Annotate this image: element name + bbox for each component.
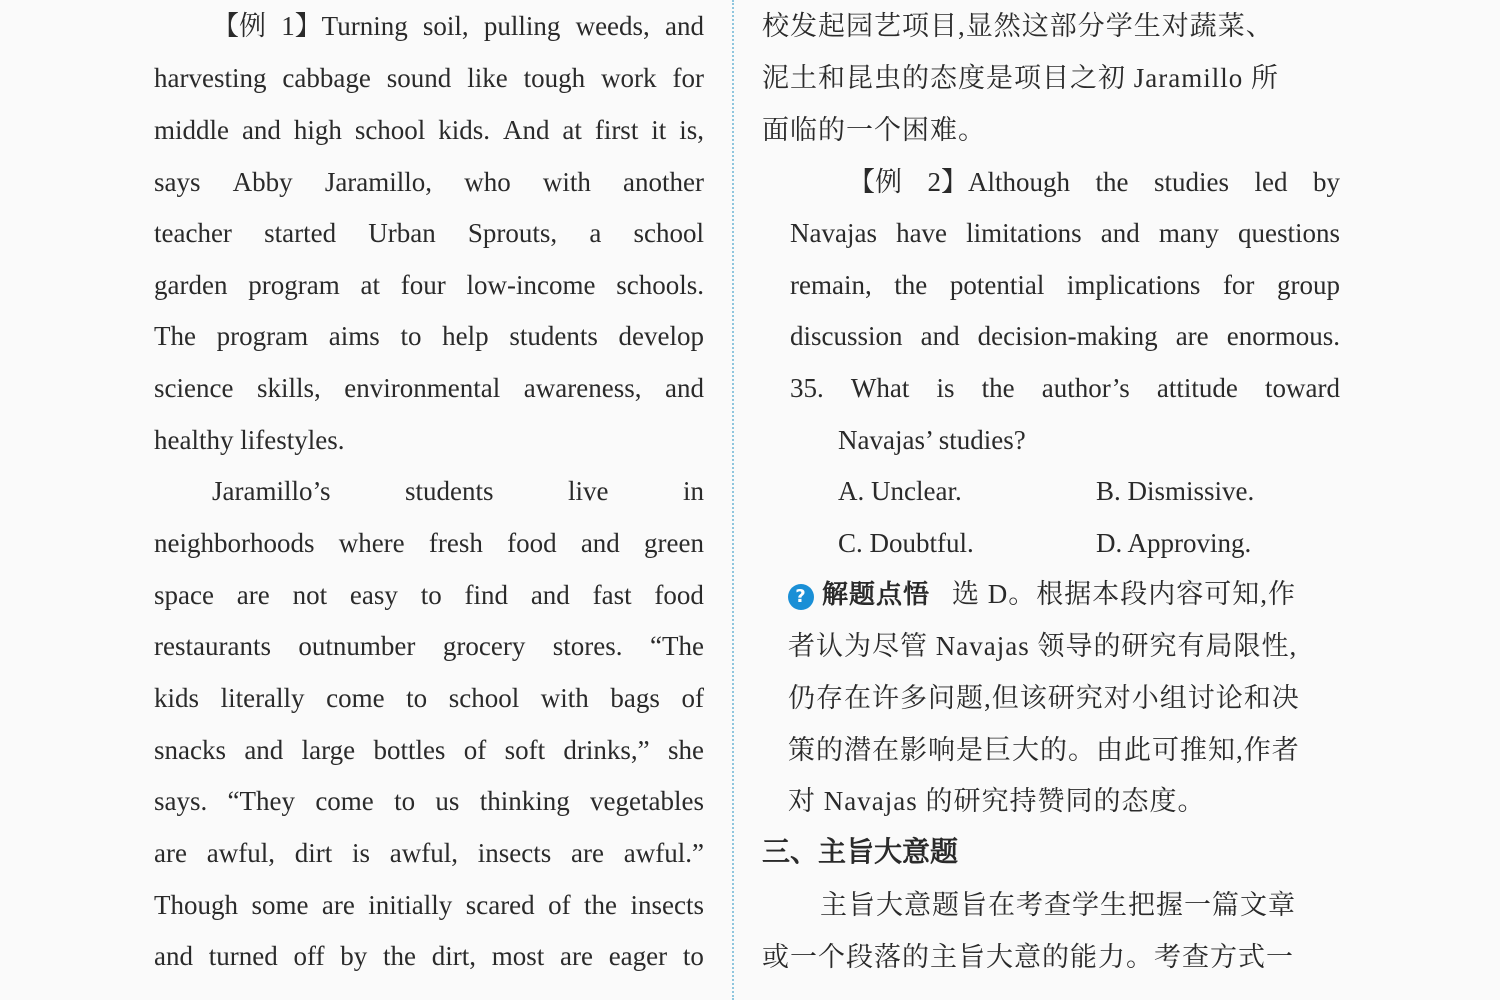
word: implications: [1066, 270, 1201, 300]
word: are: [154, 838, 187, 868]
word: of: [681, 683, 704, 713]
word: Jaramillo,: [324, 167, 433, 197]
word: of: [548, 890, 571, 920]
question-stem-continued: Navajas’ studies?: [838, 425, 1026, 455]
text-line-words: [154, 471, 704, 511]
text-line-words: [154, 213, 704, 253]
word: and: [920, 321, 960, 351]
word: discussion: [790, 321, 903, 351]
text-line: 面临的一个困难。: [762, 115, 986, 145]
word: are: [571, 838, 605, 868]
word: awful.”: [623, 838, 704, 868]
text-line-words: [154, 781, 704, 821]
word: drinks,”: [563, 735, 650, 765]
text-line-words: [154, 885, 704, 925]
word: many: [1158, 218, 1219, 248]
word: studies: [1153, 167, 1229, 197]
example-line: [790, 316, 1340, 356]
word: school: [448, 683, 520, 713]
word: group: [1276, 270, 1340, 300]
word: and: [244, 735, 284, 765]
analysis-line: 者认为尽管 Navajas 领导的研究有局限性,: [788, 631, 1298, 661]
word: author’s: [1041, 373, 1130, 403]
text-line-words: [154, 833, 704, 873]
word: come: [315, 786, 374, 816]
word: environmental: [344, 373, 501, 403]
word: live: [567, 476, 609, 506]
word: skills,: [256, 373, 321, 403]
word: eager: [608, 941, 668, 971]
word: says: [154, 167, 201, 197]
text-line: [154, 316, 704, 356]
word: the: [584, 890, 618, 920]
word: green: [644, 528, 704, 558]
word: easy: [349, 580, 398, 610]
word: and: [1100, 218, 1140, 248]
word: awful,: [389, 838, 459, 868]
example-line-words: [790, 265, 1340, 305]
word: and: [154, 941, 193, 971]
word: middle: [154, 115, 229, 145]
word: food: [654, 580, 704, 610]
word: harvesting: [154, 63, 267, 93]
text-line: [154, 678, 704, 718]
word: Though: [154, 890, 238, 920]
word: is,: [679, 115, 704, 145]
word: large: [301, 735, 356, 765]
word: Sprouts,: [467, 218, 558, 248]
option-d: D. Approving.: [1096, 528, 1252, 558]
column-divider: [732, 0, 734, 1000]
word: and: [665, 373, 704, 403]
section-text: 主旨大意题旨在考查学生把握一篇文章: [820, 890, 1296, 920]
word: the: [981, 373, 1015, 403]
word: students: [404, 476, 494, 506]
word: program: [248, 270, 340, 300]
word: is: [936, 373, 955, 403]
text-line-words: [154, 162, 704, 202]
word: Abby: [232, 167, 293, 197]
text-line: [154, 162, 704, 202]
word: are: [1175, 321, 1209, 351]
word: vegetables: [590, 786, 704, 816]
section-text: 或一个段落的主旨大意的能力。考查方式一: [762, 942, 1294, 972]
analysis-line: 策的潜在影响是巨大的。由此可推知,作者: [788, 735, 1300, 765]
text-line: [154, 626, 704, 666]
text-line-words: [154, 678, 704, 718]
example-line-words: [790, 162, 1340, 202]
option-b: B. Dismissive.: [1096, 476, 1255, 506]
word: not: [292, 580, 328, 610]
word: bags: [610, 683, 660, 713]
word: 35.: [790, 373, 824, 403]
word: teacher: [154, 218, 232, 248]
word: turned: [208, 941, 278, 971]
word: soft: [504, 735, 546, 765]
word: The: [154, 321, 196, 351]
text-line: [154, 523, 704, 563]
word: awareness,: [523, 373, 642, 403]
word: stores.: [552, 631, 623, 661]
text-line-words: [154, 316, 704, 356]
word: and: [241, 115, 281, 145]
word: “The: [650, 631, 704, 661]
word: another: [623, 167, 704, 197]
word: aims: [328, 321, 380, 351]
text-line: [154, 110, 704, 150]
word: fresh: [428, 528, 483, 558]
text-line-words: [154, 58, 704, 98]
word: 【例: [848, 167, 902, 197]
word: initially: [368, 890, 453, 920]
word: dirt: [294, 838, 333, 868]
word: school: [354, 115, 426, 145]
word: the: [1095, 167, 1129, 197]
text-line-words: [154, 6, 704, 46]
word: science: [154, 373, 234, 403]
text-line: [154, 936, 704, 976]
word: enormous.: [1226, 321, 1340, 351]
text-line: 校发起园艺项目,显然这部分学生对蔬菜、: [762, 11, 1274, 41]
word: students: [509, 321, 598, 351]
word: attitude: [1156, 373, 1238, 403]
word: with: [540, 683, 589, 713]
word: says.: [154, 786, 208, 816]
word: insects: [630, 890, 704, 920]
word: have: [896, 218, 948, 248]
question-stem: [790, 368, 1340, 408]
word: kids.: [438, 115, 491, 145]
word: toward: [1264, 373, 1340, 403]
text-line-words: [154, 265, 704, 305]
word: who: [464, 167, 511, 197]
word: 2】Although: [927, 167, 1070, 197]
text-line: [154, 265, 704, 305]
word: by: [340, 941, 368, 971]
word: for: [672, 63, 704, 93]
text-line: [154, 368, 704, 408]
word: is: [352, 838, 371, 868]
question-circle-icon: ?: [788, 584, 814, 610]
word: weeds,: [575, 11, 650, 41]
word: find: [464, 580, 509, 610]
word: to: [400, 321, 422, 351]
word: snacks: [154, 735, 226, 765]
word: it: [651, 115, 667, 145]
word: a: [589, 218, 602, 248]
word: garden: [154, 270, 228, 300]
word: literally: [220, 683, 305, 713]
word: pulling: [483, 11, 561, 41]
example-line: [790, 162, 1340, 202]
word: to: [394, 786, 416, 816]
word: Navajas: [790, 218, 877, 248]
word: awful,: [206, 838, 275, 868]
word: And: [502, 115, 550, 145]
word: outnumber: [298, 631, 416, 661]
text-line-words: [154, 626, 704, 666]
text-line-words: [154, 110, 704, 150]
word: questions: [1237, 218, 1340, 248]
word: school: [633, 218, 704, 248]
word: in: [682, 476, 704, 506]
word: neighborhoods: [154, 528, 315, 558]
text-line: [154, 885, 704, 925]
word: are: [559, 941, 593, 971]
word: by: [1312, 167, 1340, 197]
analysis-text: 选 D。根据本段内容可知,作: [952, 579, 1297, 609]
word: where: [338, 528, 405, 558]
word: of: [463, 735, 487, 765]
word: four: [400, 270, 446, 300]
word: off: [293, 941, 325, 971]
word: 1】Turning: [281, 11, 408, 41]
option-a: A. Unclear.: [838, 476, 962, 506]
text-line: 泥土和昆虫的态度是项目之初 Jaramillo 所: [762, 63, 1279, 93]
text-line: [154, 6, 704, 46]
word: at: [360, 270, 380, 300]
word: restaurants: [154, 631, 271, 661]
word: most: [491, 941, 545, 971]
word: thinking: [479, 786, 570, 816]
text-line: [154, 213, 704, 253]
example-line: [790, 213, 1340, 253]
analysis-first-line: [788, 574, 1340, 614]
word: cabbage: [282, 63, 371, 93]
word: the: [382, 941, 416, 971]
word: high: [293, 115, 342, 145]
word: soil,: [422, 11, 469, 41]
word: to: [406, 683, 428, 713]
word: limitations: [966, 218, 1082, 248]
word: low-income: [466, 270, 596, 300]
word: remain,: [790, 270, 872, 300]
word: fast: [592, 580, 632, 610]
text-line: [154, 58, 704, 98]
word: help: [442, 321, 489, 351]
word: and: [530, 580, 570, 610]
word: led: [1254, 167, 1288, 197]
word: schools.: [616, 270, 704, 300]
word: and: [580, 528, 620, 558]
section-heading: 三、主旨大意题: [762, 835, 959, 868]
word: sound: [386, 63, 452, 93]
option-c: C. Doubtful.: [838, 528, 974, 558]
analysis-line: 对 Navajas 的研究持赞同的态度。: [788, 786, 1206, 816]
word: dirt,: [431, 941, 476, 971]
word: some: [251, 890, 309, 920]
word: program: [216, 321, 309, 351]
word: decision-making: [977, 321, 1158, 351]
word: insects: [477, 838, 552, 868]
word: grocery: [442, 631, 526, 661]
word: kids: [154, 683, 200, 713]
text-line: [154, 781, 704, 821]
example-line-words: [790, 213, 1340, 253]
word: are: [321, 890, 355, 920]
word: to: [420, 580, 442, 610]
word: to: [682, 941, 704, 971]
text-line-words: [154, 523, 704, 563]
word: tough: [523, 63, 586, 93]
analysis-line: 仍存在许多问题,但该研究对小组讨论和决: [788, 683, 1300, 713]
word: develop: [618, 321, 704, 351]
text-line-words: [154, 575, 704, 615]
word: first: [594, 115, 639, 145]
word: space: [154, 580, 214, 610]
word: and: [665, 11, 704, 41]
example-line-words: [790, 316, 1340, 356]
word: potential: [949, 270, 1045, 300]
text-line-words: [154, 368, 704, 408]
text-line: healthy lifestyles.: [154, 425, 345, 455]
word: she: [667, 735, 704, 765]
word: work: [601, 63, 657, 93]
text-line: [154, 575, 704, 615]
word: Jaramillo’s: [212, 476, 331, 506]
word: come: [326, 683, 385, 713]
text-line-words: [154, 730, 704, 770]
word: with: [542, 167, 591, 197]
word: us: [435, 786, 460, 816]
word: Urban: [368, 218, 436, 248]
text-line: [154, 833, 704, 873]
word: scared: [465, 890, 535, 920]
word: food: [507, 528, 557, 558]
word: for: [1222, 270, 1255, 300]
word: the: [894, 270, 928, 300]
word: at: [562, 115, 582, 145]
word: like: [467, 63, 508, 93]
word: What: [850, 373, 910, 403]
question-line: [790, 368, 1340, 408]
word: 【例: [212, 11, 266, 41]
text-line: [154, 730, 704, 770]
text-line-words: [154, 936, 704, 976]
word: are: [236, 580, 270, 610]
example-line: [790, 265, 1340, 305]
text-line: [154, 471, 704, 511]
analysis-label: 解题点悟: [822, 580, 931, 610]
word: “They: [227, 786, 296, 816]
word: started: [264, 218, 337, 248]
word: bottles: [373, 735, 446, 765]
